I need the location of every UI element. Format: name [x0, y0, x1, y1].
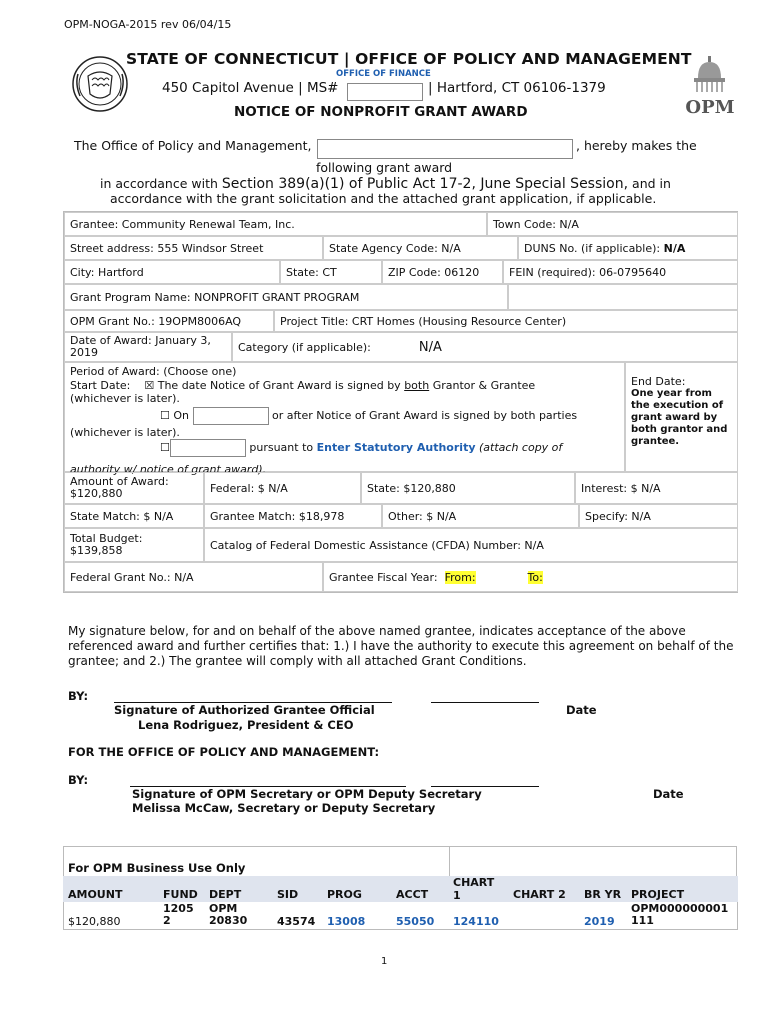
category-value: N/A: [418, 339, 442, 355]
row-sid: 43574: [277, 915, 316, 928]
hdr-bryr: BR YR: [584, 888, 622, 901]
federal-grant-cell: [64, 562, 323, 592]
address-left: 450 Capitol Avenue | MS#: [162, 80, 339, 96]
start-date-label: Start Date:: [70, 378, 131, 392]
statute-reference: Section 389(a)(1) of Public Act 17-2, June Special Session,: [221, 176, 629, 192]
notice-title: NOTICE OF NONPROFIT GRANT AWARD: [234, 104, 528, 120]
street-address: Street address: 555 Windsor Street: [70, 241, 264, 255]
duns-label: DUNS No. (if applicable):: [524, 241, 661, 255]
amount-label: Amount of Award:: [70, 475, 169, 488]
zip-code: ZIP Code: 06120: [388, 265, 480, 279]
statutory-authority-field[interactable]: Enter Statutory Authority: [316, 441, 476, 454]
by-label-opm: BY:: [68, 773, 89, 787]
grantee: Grantee: Community Renewal Team, Inc.: [70, 217, 295, 231]
intro-line1-left: The Office of Policy and Management,: [74, 138, 312, 153]
opm-signature-label: Signature of OPM Secretary or OPM Deputy Secretary: [132, 787, 482, 801]
street-cell: [64, 236, 323, 260]
intro-line3-c: and in: [632, 176, 671, 191]
whichever-2: (whichever is later).: [70, 425, 180, 439]
budget-value: $139,858: [70, 544, 123, 557]
end-date-label: End Date:: [631, 375, 686, 388]
row-prog: 13008: [327, 915, 366, 928]
row-dept: OPM 20830: [209, 902, 248, 927]
form-code: OPM-NOGA-2015 rev 06/04/15: [64, 18, 232, 31]
fein: FEIN (required): 06-0795640: [509, 265, 667, 279]
city: City: Hartford: [70, 265, 144, 279]
option-on-text: or after Notice of Grant Award is signed by both parties: [272, 408, 578, 422]
grantee-match-cell: [204, 504, 382, 528]
intro-line4: accordance with the grant solicitation and the attached grant application, if applicable.: [110, 191, 657, 206]
federal-amount: Federal: $ N/A: [210, 481, 288, 495]
duns-cell: [518, 236, 738, 260]
state-amount: State: $120,880: [367, 481, 456, 495]
award-form: [63, 211, 738, 593]
by-label-grantee: BY:: [68, 689, 89, 703]
business-title: For OPM Business Use Only: [68, 861, 246, 875]
amount-cell: [64, 472, 204, 504]
period-cell: [64, 362, 625, 476]
fiscal-year-label: Grantee Fiscal Year:: [329, 570, 438, 584]
grantee-cell: [64, 212, 487, 236]
category-cell: [232, 332, 738, 362]
specify-cell: [579, 504, 738, 528]
row-fund: 12052: [163, 902, 194, 927]
on-date-field[interactable]: [193, 407, 269, 425]
hdr-prog: PROG: [327, 888, 362, 901]
opm-logo: [684, 56, 736, 118]
grant-no-cell: [64, 310, 274, 332]
option-signed-checkbox[interactable]: ☒ The date Notice of Grant Award is signed by: [144, 378, 401, 392]
option-statute-row: [70, 439, 619, 457]
option-statute-checkbox[interactable]: ☐: [160, 441, 170, 454]
authority-note: authority w/ notice of grant award).: [70, 463, 267, 476]
row-chart1: 124110: [453, 915, 499, 928]
row-acct: 55050: [396, 915, 435, 928]
fiscal-year-cell: [323, 562, 738, 592]
attach-copy-text: (attach copy of: [479, 441, 563, 454]
intro-line3: [100, 176, 671, 192]
business-use-section: [63, 846, 738, 930]
state-match: State Match: $ N/A: [70, 509, 174, 523]
intro-line1-right: , hereby makes the: [576, 138, 697, 153]
both-underlined: both: [404, 378, 430, 392]
grantee-signature-label: Signature of Authorized Grantee Official: [114, 703, 375, 717]
page-title: STATE OF CONNECTICUT | OFFICE OF POLICY AND MANAGEMENT: [126, 50, 692, 68]
grantee-official-name: Lena Rodriguez, President & CEO: [138, 718, 354, 732]
opm-official-name: Melissa McCaw, Secretary or Deputy Secretary: [132, 801, 436, 815]
state-cell: [280, 260, 382, 284]
town-code: Town Code: N/A: [493, 217, 579, 231]
interest-amount: Interest: $ N/A: [581, 481, 661, 495]
specify: Specify: N/A: [585, 509, 651, 523]
pursuant-to: pursuant to: [249, 441, 314, 454]
agency-code: State Agency Code: N/A: [329, 241, 461, 255]
cfda-cell: [204, 528, 738, 562]
hdr-sid: SID: [277, 888, 299, 901]
fein-cell: [503, 260, 738, 284]
duns-value: N/A: [663, 241, 686, 255]
award-date-cell: [64, 332, 232, 362]
federal-cell: [204, 472, 361, 504]
option-signed-row: [70, 379, 619, 393]
state-amount-cell: [361, 472, 575, 504]
opm-date-label: Date: [653, 787, 684, 801]
option-on-checkbox[interactable]: ☐ On: [160, 408, 189, 422]
statute-date-field[interactable]: [170, 439, 246, 457]
grantee-date-label: Date: [566, 703, 597, 717]
end-date-cell: [625, 362, 738, 472]
other-amount: Other: $ N/A: [388, 509, 457, 523]
whichever-1: (whichever is later).: [70, 392, 180, 405]
city-cell: [64, 260, 280, 284]
hdr-chart1: CHART 1: [453, 876, 495, 902]
acceptance-paragraph: My signature below, for and on behalf of the above named grantee, indicates acceptance of the above referenced award and further certifies that: 1.) I have the authority to execute this agreement on behalf of the grantee; and 2.) The grantee will comply with all attached Grant Conditions.: [68, 624, 734, 668]
program-blank-cell: [508, 284, 738, 310]
grantor-field[interactable]: [317, 139, 573, 159]
row-bryr: 2019: [584, 915, 615, 928]
project-title: Project Title: CRT Homes (Housing Resource Center): [280, 314, 567, 328]
award-date-year: 2019: [70, 346, 98, 359]
amount-value: $120,880: [70, 487, 123, 500]
option-on-row: [70, 407, 619, 425]
ms-number-field[interactable]: [347, 83, 423, 101]
category-label: Category (if applicable):: [238, 340, 371, 354]
address-right: | Hartford, CT 06106-1379: [428, 80, 606, 96]
grantee-date-line[interactable]: [431, 702, 539, 703]
agency-code-cell: [323, 236, 518, 260]
end-date-value: One year from the execution of grant award by both grantor and grantee.: [631, 388, 728, 447]
zip-cell: [382, 260, 503, 284]
program-cell: [64, 284, 508, 310]
state-match-cell: [64, 504, 204, 528]
page-number: 1: [381, 956, 388, 967]
intro-line2: following grant award: [316, 160, 453, 175]
finance-label: OFFICE OF FINANCE: [336, 69, 431, 79]
project-title-cell: [274, 310, 738, 332]
hdr-amount: AMOUNT: [68, 888, 123, 901]
hdr-acct: ACCT: [396, 888, 429, 901]
capitol-dome-icon: [684, 56, 736, 96]
hdr-project: PROJECT: [631, 888, 685, 901]
grantee-match: Grantee Match: $18,978: [210, 509, 345, 523]
opm-heading: FOR THE OFFICE OF POLICY AND MANAGEMENT:: [68, 745, 380, 759]
interest-cell: [575, 472, 738, 504]
connecticut-seal-icon: [70, 54, 130, 114]
state: State: CT: [286, 265, 337, 279]
federal-grant-number: Federal Grant No.: N/A: [70, 570, 194, 584]
town-code-cell: [487, 212, 738, 236]
program-name: Grant Program Name: NONPROFIT GRANT PROGRAM: [70, 290, 360, 304]
cfda-number: Catalog of Federal Domestic Assistance (CFDA) Number: N/A: [210, 538, 544, 552]
period-title: Period of Award: (Choose one): [70, 365, 237, 378]
fiscal-to-field[interactable]: To:: [527, 570, 543, 584]
row-project: OPM000000001111: [631, 902, 729, 927]
award-date-label: Date of Award: January 3,: [70, 334, 211, 347]
other-cell: [382, 504, 579, 528]
intro-line3-a: in accordance with: [100, 176, 218, 191]
hdr-chart2: CHART 2: [513, 888, 566, 901]
grant-number: OPM Grant No.: 19OPM8006AQ: [70, 314, 242, 328]
business-title-box-right: [449, 846, 737, 876]
hdr-fund: FUND: [163, 888, 198, 901]
opm-logo-text: OPM: [685, 97, 735, 118]
budget-label: Total Budget:: [70, 532, 143, 545]
fiscal-from-field[interactable]: From:: [444, 570, 476, 584]
option-signed-text: Grantor & Grantee: [432, 378, 536, 392]
hdr-dept: DEPT: [209, 888, 242, 901]
budget-cell: [64, 528, 204, 562]
row-amount: $120,880: [68, 915, 121, 928]
